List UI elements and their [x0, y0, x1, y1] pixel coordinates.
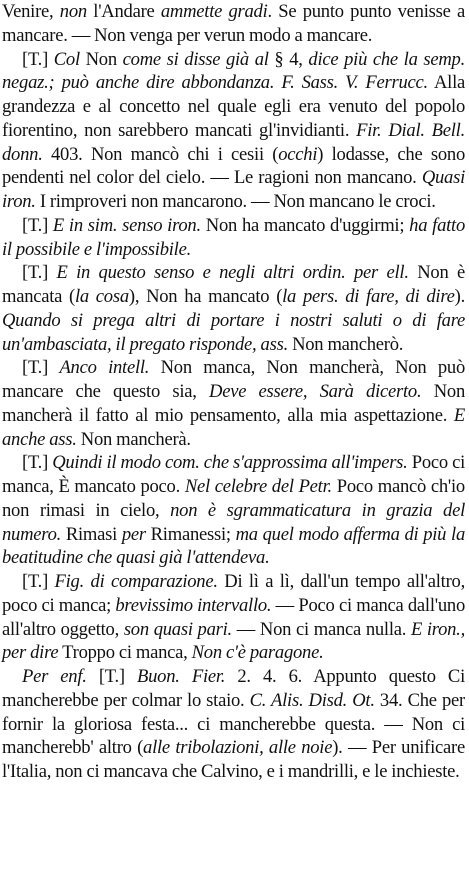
roman-text: Non mancherò.	[287, 333, 404, 355]
italic-text: Buon. Fier.	[137, 666, 226, 687]
italic-text: E iron., per dire	[2, 618, 465, 664]
italic-text: Fig. di comparazione.	[54, 571, 218, 592]
italic-text: son quasi pari.	[123, 618, 232, 640]
roman-text: Alla grandezza e al concetto nel quale egli era venuto del popolo fiorentino, non sarebbero mancati gl'invidianti.	[2, 72, 465, 141]
para-anco-intell	[2, 356, 465, 451]
roman-text: Non è mancata (	[2, 262, 465, 307]
italic-text: alle tribolazioni, alle noie	[143, 737, 333, 759]
italic-text: occhi	[278, 143, 318, 165]
roman-text: [T.]	[22, 571, 55, 592]
roman-text: . Se punto punto venisse a mancare. — Non venga per verun modo a mancare.	[2, 1, 465, 46]
italic-text: ma quel modo afferma di più la beatitudine che quasi già l'attendeva.	[2, 523, 465, 569]
italic-text: Non c'è paragone.	[191, 642, 324, 664]
italic-text: C. Alis. Disd. Ot.	[249, 689, 375, 711]
para-quindi	[2, 451, 465, 570]
roman-text: ).	[454, 286, 465, 307]
roman-text: Non ha mancato d'uggirmi;	[200, 214, 410, 236]
roman-text: Non	[85, 48, 123, 70]
italic-text: Nel celebre del Petr.	[184, 476, 332, 497]
roman-text: ), Non ha mancato (	[128, 286, 283, 307]
roman-text: 34. Che per fornir la gloriosa festa... ci mancherebbe questa. — Non ci mancherebb' altro (	[2, 689, 465, 759]
roman-text: Poco ci manca, È mancato poco.	[2, 452, 466, 497]
italic-text: Quando si prega altri di portare i nostri saluti o di fare un'ambasciata, il pregato risponde, ass.	[2, 309, 465, 355]
para-in-sim-senso	[2, 214, 465, 262]
italic-text: E anche ass.	[2, 404, 465, 450]
para-per-enf	[2, 665, 465, 784]
roman-text: Rimanessi;	[145, 523, 236, 545]
roman-text: — Non ci manca nulla.	[231, 618, 411, 640]
italic-text: dice più che la semp. negaz.; può anche dire abbondanza. F. Sass. V. Ferrucc.	[2, 48, 465, 94]
dictionary-page	[2, 0, 465, 784]
roman-text: Poco mancò ch'io non rimasi in cielo,	[2, 476, 465, 521]
roman-text: Non mancherà il fatto al mio pensamento, alla mia aspettazione.	[2, 381, 465, 426]
italic-text: Col	[53, 48, 86, 70]
roman-text: ) lodasse, che sono pendenti nel color del cielo. — Le ragioni non mancano.	[2, 143, 465, 189]
italic-text: brevissimo intervallo.	[115, 594, 272, 616]
italic-text: per	[121, 523, 146, 545]
para-in-questo-senso	[2, 261, 465, 356]
italic-text: non è sgrammaticatura in grazia del numero.	[2, 499, 465, 545]
italic-text: Quindi il modo com. che s'approssima all'impers.	[52, 452, 408, 474]
roman-text: [T.]	[22, 262, 57, 284]
italic-text: ha fatto il possibile e l'impossibile.	[2, 214, 465, 260]
italic-text: Anco intell.	[59, 357, 150, 379]
para-fig-comparazione	[2, 570, 465, 665]
italic-text: Quasi iron.	[2, 167, 465, 212]
roman-text: l'Andare	[93, 1, 161, 22]
italic-text: Deve essere, Sarà dicerto.	[209, 381, 422, 402]
italic-text: Fir. Dial. Bell. donn.	[2, 119, 465, 165]
italic-text: Per enf.	[22, 666, 87, 687]
roman-text: [T.]	[22, 357, 60, 379]
para-col-non	[2, 48, 465, 214]
roman-text: Non mancherà.	[76, 428, 191, 450]
roman-text: I rimproveri non mancarono. — Non mancano le croci.	[35, 191, 436, 212]
roman-text: [T.]	[22, 452, 53, 474]
italic-text: la pers. di fare, di dire	[282, 286, 455, 307]
italic-text: ammette gradi	[160, 1, 268, 22]
roman-text: § 4,	[274, 48, 309, 70]
roman-text: [T.]	[86, 666, 138, 687]
roman-text: Venire,	[2, 1, 60, 22]
roman-text: Troppo ci manca,	[58, 642, 192, 664]
italic-text: come si disse già al	[122, 48, 275, 70]
italic-text: E in sim. senso iron.	[52, 214, 201, 236]
roman-text: — Poco ci manca dall'uno all'altro oggetto,	[2, 594, 465, 640]
para-opening	[2, 0, 465, 48]
roman-text: ). — Per unificare l'Italia, non ci mancava che Calvino, e i mandrilli, e le inchieste.	[2, 737, 465, 782]
italic-text: la cosa	[74, 286, 129, 307]
roman-text: Rimasi	[61, 523, 122, 545]
roman-text: [T.]	[22, 214, 53, 236]
roman-text: Non manca, Non mancherà, Non può mancare che questo sia,	[2, 357, 466, 402]
italic-text: E in questo senso e negli altri ordin. per ell.	[56, 262, 409, 284]
roman-text: 2. 4. 6. Appunto questo Ci mancherebbe per colmar lo staio.	[2, 666, 465, 711]
roman-text: 403. Non mancò chi i cesii (	[42, 143, 279, 165]
roman-text: Di lì a lì, dall'un tempo all'altro, poco ci manca;	[2, 571, 465, 616]
roman-text: [T.]	[22, 48, 54, 70]
italic-text: non	[59, 1, 94, 22]
